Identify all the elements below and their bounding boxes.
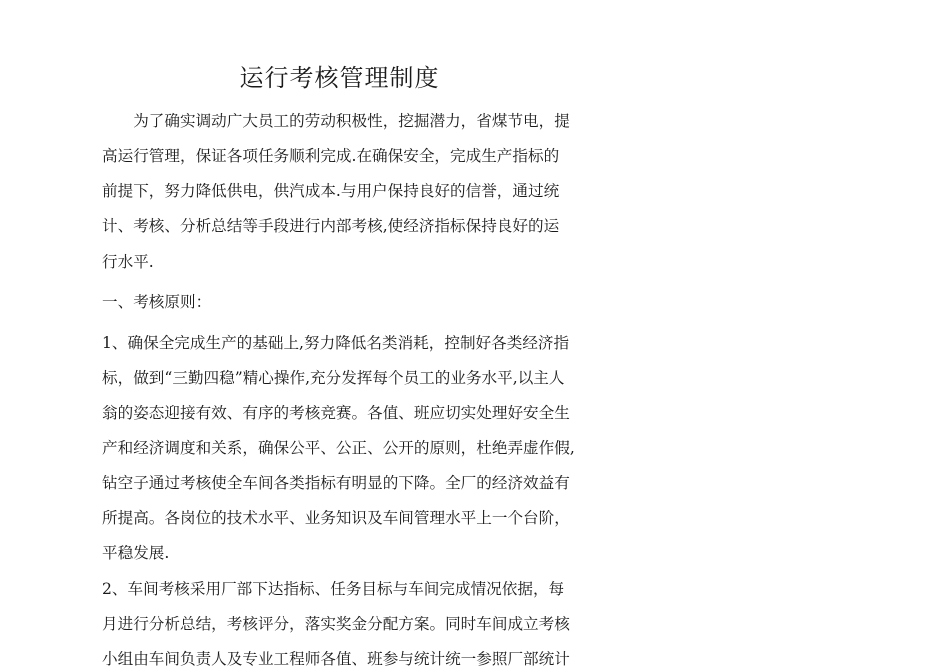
paragraph-line: 小组由车间负责人及专业工程师各值、班参与统计统一参照厂部统计 [102, 650, 570, 668]
paragraph-line: 行水平. [102, 253, 154, 271]
paragraph-line: 前提下，努力降低供电，供汽成本.与用户保持良好的信誉，通过统 [102, 182, 560, 200]
paragraph-line: 计、考核、分析总结等手段进行内部考核,使经济指标保持良好的运 [102, 217, 560, 235]
paragraph-line: 所提高。各岗位的技术水平、业务知识及车间管理水平上一个台阶， [102, 509, 570, 527]
paragraph-line: 为了确实调动广大员工的劳动积极性，挖掘潜力，省煤节电，提 [102, 112, 570, 130]
paragraph-line: 钻空子通过考核使全车间各类指标有明显的下降。全厂的经济效益有 [102, 474, 570, 492]
paragraph-line: 平稳发展. [102, 544, 170, 562]
paragraph-line: 标，做到“三勤四稳”精心操作,充分发挥每个员工的业务水平,以主人 [102, 369, 565, 387]
paragraph-line: 高运行管理，保证各项任务顺利完成.在确保安全，完成生产指标的 [102, 147, 560, 165]
document-title: 运行考核管理制度 [239, 64, 440, 92]
section-heading: 一、考核原则： [102, 293, 212, 311]
paragraph-line: 月进行分析总结，考核评分，落实奖金分配方案。同时车间成立考核 [102, 615, 570, 633]
paragraph-line: 1、确保全完成生产的基础上,努力降低名类消耗，控制好各类经济指 [102, 334, 570, 352]
paragraph-line: 2、车间考核采用厂部下达指标、任务目标与车间完成情况依据，每 [102, 580, 565, 598]
paragraph-line: 产和经济调度和关系，确保公平、公正、公开的原则，杜绝弄虚作假, [102, 439, 575, 457]
paragraph-line: 翁的姿态迎接有效、有序的考核竞赛。各值、班应切实处理好安全生 [102, 404, 570, 422]
